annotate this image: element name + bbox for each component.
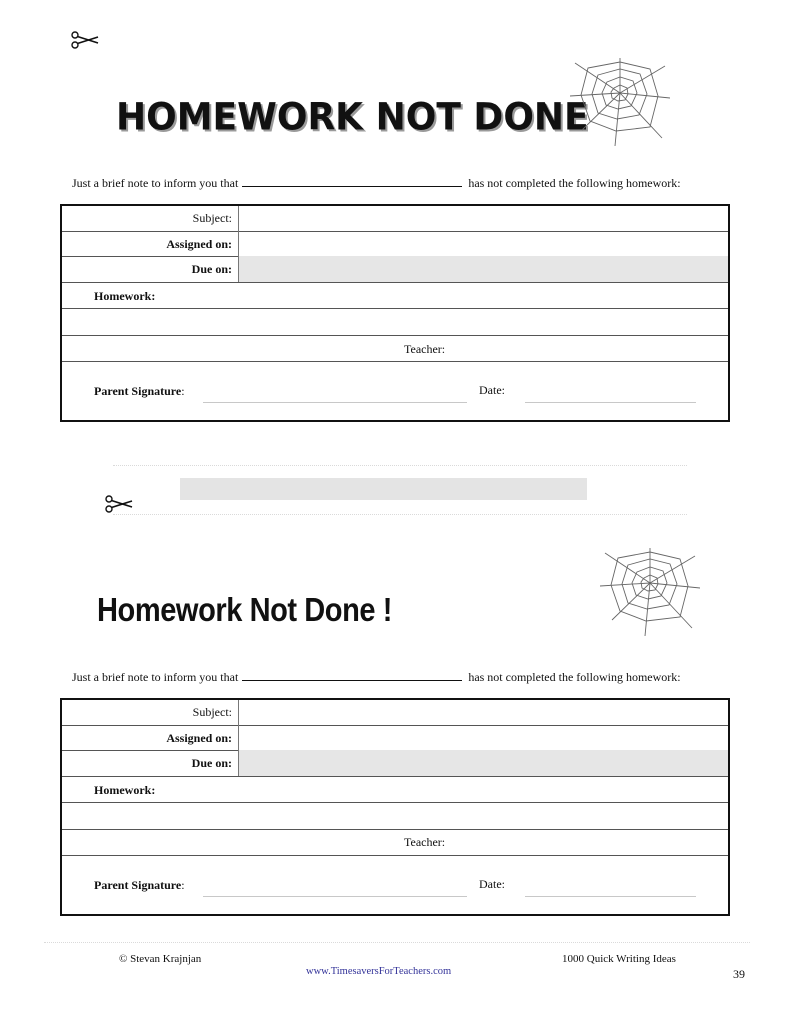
assigned-field[interactable] (238, 725, 728, 750)
assigned-label: Assigned on: (166, 237, 232, 251)
divider (113, 514, 687, 515)
intro-text-before: Just a brief note to inform you that (72, 176, 239, 190)
due-field[interactable] (238, 750, 728, 776)
intro-line (72, 174, 681, 191)
parent-signature-field[interactable] (203, 896, 467, 897)
footer-book-title: 1000 Quick Writing Ideas (562, 953, 676, 965)
due-label: Due on: (191, 756, 232, 770)
assigned-field[interactable] (238, 231, 728, 256)
date-label: Date: (479, 877, 505, 891)
parent-signature-field[interactable] (203, 402, 467, 403)
scissors-icon (104, 494, 134, 514)
due-label: Due on: (191, 262, 232, 276)
footer-author: © Stevan Krajnjan (119, 953, 202, 965)
assigned-row (62, 231, 728, 257)
divider (113, 465, 687, 466)
homework-form (60, 204, 730, 422)
subject-label: Subject: (192, 211, 232, 225)
student-name-field[interactable] (242, 174, 462, 187)
footer-divider (44, 942, 750, 943)
teacher-label: Teacher: (404, 835, 446, 849)
subject-label: Subject: (192, 705, 232, 719)
assigned-label: Assigned on: (166, 731, 232, 745)
form-title: Homework Not Done ! (97, 591, 392, 628)
teacher-label: Teacher: (404, 342, 446, 356)
parent-signature-label: Parent Signature: (94, 878, 185, 892)
homework-field[interactable] (62, 309, 728, 336)
footer-website-link[interactable]: www.TimesaversForTeachers.com (306, 966, 452, 977)
homework-label: Homework: (94, 289, 156, 303)
due-row (62, 256, 728, 283)
date-label: Date: (479, 383, 505, 397)
intro-text-after: has not completed the following homework: (468, 670, 681, 684)
parent-signature-label: Parent Signature: (94, 384, 185, 398)
subject-row (62, 700, 728, 726)
homework-form (60, 698, 730, 916)
date-field[interactable] (525, 896, 696, 897)
assigned-row (62, 725, 728, 751)
student-name-field[interactable] (242, 668, 462, 681)
subject-row (62, 206, 728, 232)
due-row (62, 750, 728, 777)
teacher-row (62, 830, 728, 856)
homework-row (62, 777, 728, 803)
intro-text-after: has not completed the following homework: (468, 176, 681, 190)
scissors-icon (70, 30, 100, 50)
date-field[interactable] (525, 402, 696, 403)
homework-row (62, 283, 728, 309)
homework-label: Homework: (94, 783, 156, 797)
page-number: 39 (733, 967, 745, 981)
cut-bar (180, 478, 587, 500)
due-field[interactable] (238, 256, 728, 282)
teacher-row (62, 336, 728, 362)
form-title: HOMEWORK NOT DONE (116, 95, 589, 140)
homework-field[interactable] (62, 803, 728, 830)
spider-web-icon (570, 58, 670, 148)
intro-text-before: Just a brief note to inform you that (72, 670, 239, 684)
subject-field[interactable] (238, 700, 728, 725)
intro-line (72, 668, 681, 685)
spider-web-icon (600, 548, 700, 638)
subject-field[interactable] (238, 206, 728, 231)
